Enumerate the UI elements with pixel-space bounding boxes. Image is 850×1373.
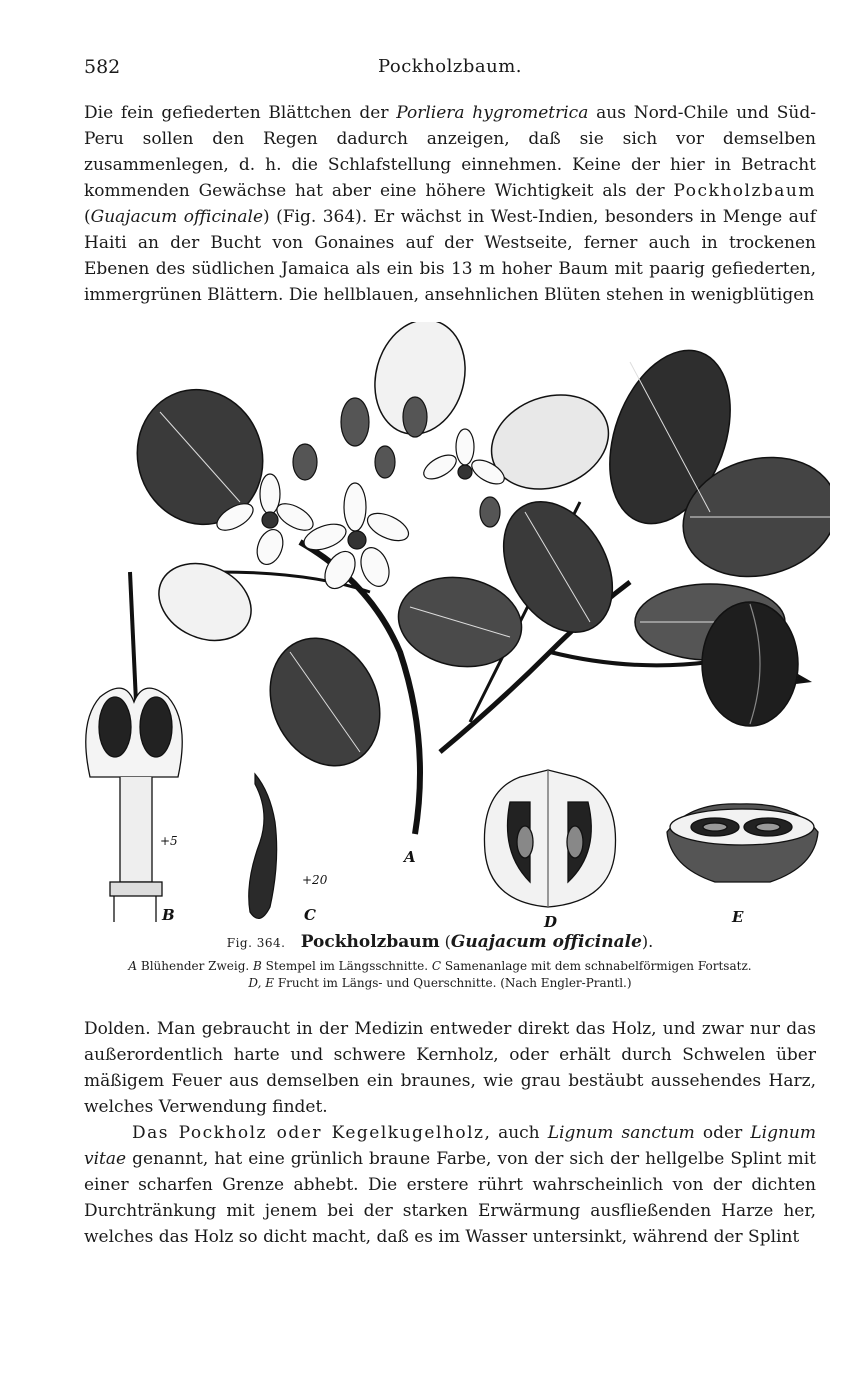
- running-head: Pockholzbaum.: [377, 56, 522, 77]
- guajacum-engraving: [70, 322, 830, 930]
- figure-label-b: B: [162, 906, 175, 924]
- p1-text-1: Die fein gefiederten Blättchen der: [84, 103, 397, 123]
- flower-2: [301, 483, 413, 594]
- legend-text: Frucht im Längs- und Querschnitte. (Nach Engler-Prantl.): [274, 976, 632, 990]
- legend-label: C: [431, 959, 442, 973]
- caption-latin-name: Guajacum officinale: [450, 932, 642, 952]
- caption-paren-close: ).: [641, 932, 654, 951]
- caption-paren-open: (: [439, 932, 451, 951]
- p1-text-3: (: [84, 207, 91, 227]
- figure-caption-legend-1: [60, 958, 820, 975]
- legend-label: B: [253, 959, 262, 973]
- figure-label-a: A: [404, 848, 416, 866]
- pistil-section-b: [86, 572, 182, 922]
- paragraph-2: Dolden. Man gebraucht in der Medizin entweder direkt das Holz, und zwar nur das außerordentlich harte und schwere Kernholz, oder erhält durch Schwelen über mäßigem Feuer aus demselben ein braunes, wie grau bestäubt aussehendes Harz, welches Verwendung findet.: [84, 1019, 816, 1117]
- p3-text-1: , auch: [484, 1123, 548, 1143]
- legend-label: A: [128, 959, 138, 973]
- fruit-cross-section-e: [667, 804, 818, 882]
- figure-label-e: E: [732, 908, 744, 926]
- figure-scale-b: +5: [160, 834, 178, 848]
- legend-text: Stempel im Längsschnitte.: [261, 959, 432, 973]
- figure-caption-title: [60, 932, 820, 952]
- legend-label: D, E: [248, 976, 275, 990]
- figure-label-c: C: [304, 906, 316, 924]
- figure-number: Fig. 364.: [226, 936, 286, 950]
- paragraph-1: [84, 100, 816, 308]
- fruit-capsule: [702, 602, 812, 726]
- p3-text-3: genannt, hat eine grünlich braune Farbe, von der sich der hellgelbe Splint mit einer scharfen Grenze abhebt. Die erstere rührt wahrscheinlich von der dichten Durchtränkung mit jenem bei der starken Erwärmung ausfließenden Harze her, welches das Holz so dicht macht, daß es im Wasser untersinkt, während der Splint: [84, 1149, 816, 1247]
- leaf-left: [146, 549, 263, 655]
- p1-term-pockholzbaum: Pockholzbaum: [673, 181, 816, 201]
- p1-text-4: ) (Fig. 364). Er wächst in West-Indien, besonders in Menge auf Haiti an der Bucht von Gonaines auf der Westseite, ferner auch in trockenen Ebenen des südlichen Jamaica als ein bis 13 m hoher Baum mit paarig gefiederten, immergrünen Blättern. Die hellblauen, ansehnlichen Blüten stehen in wenigblütigen: [84, 207, 816, 305]
- legend-text: Samenanlage mit dem schnabelförmigen Fortsatz.: [441, 959, 752, 973]
- figure-caption-legend-2: [60, 975, 820, 992]
- figure-scale-c: +20: [302, 873, 328, 887]
- p1-text-2: aus Nord-Chile und Süd-Peru sollen den Regen dadurch anzeigen, daß sie sich vor demselben zusammenlegen, d. h. die Schlafstellung einnehmen. Keine der hier in Betracht kommenden Gewächse hat aber eine höhere Wichtigkeit als der: [84, 103, 816, 201]
- page-header: [84, 56, 816, 82]
- p1-species-guajacum: Guajacum officinale: [90, 207, 264, 227]
- p1-species-porliera: Porliera hygrometrica: [396, 103, 589, 123]
- p3-term-pockholz: Das Pockholz oder Kegelkugelholz: [132, 1123, 485, 1143]
- legend-text: Blühender Zweig.: [137, 959, 254, 973]
- paragraph-3: [84, 1120, 816, 1250]
- figure-364-illustration: [70, 322, 830, 930]
- figure-label-d: D: [544, 913, 558, 930]
- p3-text-2: oder: [694, 1123, 751, 1143]
- ovule-c: [249, 774, 277, 918]
- caption-common-name: Pockholzbaum: [300, 932, 440, 952]
- p3-latin-lignum-sanctum: Lignum sanctum: [547, 1123, 695, 1143]
- fruit-longitudinal-d: [484, 770, 615, 907]
- page-number: 582: [84, 56, 121, 78]
- leaf-back: [478, 379, 622, 505]
- p3-latin-lignum-vitae: Lignum vitae: [84, 1123, 816, 1169]
